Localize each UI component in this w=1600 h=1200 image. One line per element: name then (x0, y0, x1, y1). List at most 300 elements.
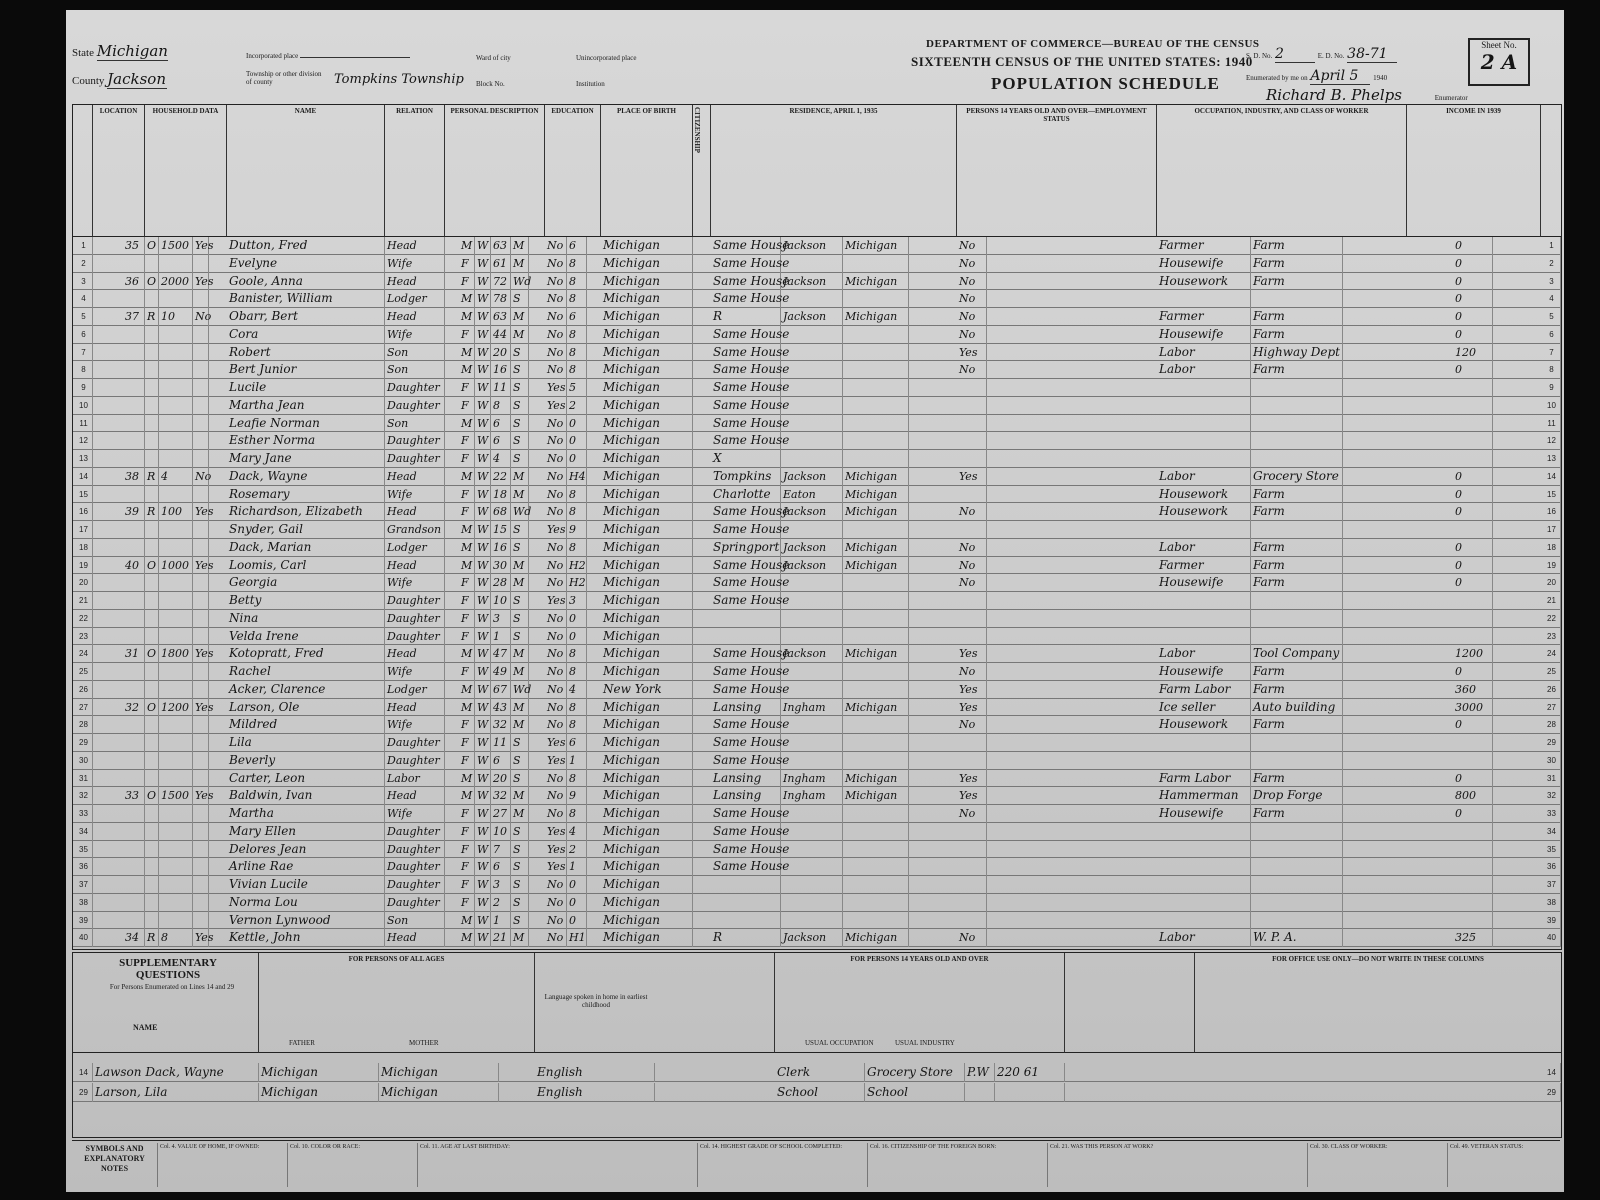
cell-race: W (475, 645, 491, 663)
cell-wages (1453, 823, 1493, 841)
cell-rstate: Michigan (843, 929, 909, 947)
footer-symbols: SYMBOLS AND EXPLANATORY NOTES (72, 1143, 158, 1187)
cell-race: W (475, 699, 491, 717)
cell-wages (1453, 610, 1493, 628)
cell-wages: 0 (1453, 468, 1493, 486)
cell-rel: Head (385, 237, 445, 255)
cell-farm (193, 681, 209, 699)
cell-wages: 0 (1453, 326, 1493, 344)
cell-wages: 800 (1453, 787, 1493, 805)
cell-race: W (475, 290, 491, 308)
cell-school: No (545, 432, 567, 450)
cell-farm (193, 752, 209, 770)
cell-own (145, 521, 159, 539)
cell-sex: M (459, 415, 475, 433)
cell-ind (1251, 521, 1343, 539)
supp-cell-name: Larson, Lila (93, 1083, 259, 1102)
cell-birth: Michigan (601, 752, 693, 770)
cell-ms: S (511, 290, 529, 308)
cell-farm: Yes (193, 929, 209, 947)
cell-value (159, 841, 193, 859)
location-title: LOCATION (99, 107, 138, 115)
cell-value (159, 539, 193, 557)
cell-wages: 325 (1453, 929, 1493, 947)
cell-ind: Farm (1251, 574, 1343, 592)
table-row (73, 610, 1561, 628)
cell-work (957, 752, 987, 770)
cell-line: 11 (1541, 415, 1561, 433)
cell-rstate: Michigan (843, 308, 909, 326)
cell-line: 17 (1541, 521, 1561, 539)
cell-visit (123, 432, 145, 450)
cell-ms: S (511, 450, 529, 468)
table-row (73, 379, 1561, 397)
cell-school: No (545, 894, 567, 912)
footer-color-race: Col. 10. COLOR OR RACE: (288, 1143, 418, 1187)
cell-wages: 0 (1453, 237, 1493, 255)
cell-line: 27 (73, 699, 93, 717)
cell-own: R (145, 468, 159, 486)
supp-father-col: FATHER (289, 1039, 315, 1047)
cell-ind (1251, 592, 1343, 610)
cell-name: Martha (227, 805, 385, 823)
cell-value (159, 255, 193, 273)
supp-all-ages-title: FOR PERSONS OF ALL AGES (348, 955, 445, 963)
cell-line: 23 (1541, 628, 1561, 646)
cell-own: R (145, 503, 159, 521)
cell-visit (123, 397, 145, 415)
cell-rel: Daughter (385, 841, 445, 859)
cell-sex: F (459, 716, 475, 734)
cell-rel: Head (385, 308, 445, 326)
cell-farm: Yes (193, 237, 209, 255)
cell-sex: F (459, 805, 475, 823)
cell-rel: Head (385, 503, 445, 521)
cell-own (145, 681, 159, 699)
cell-ms: S (511, 539, 529, 557)
supp-cell-lang: English (535, 1083, 655, 1102)
cell-school: No (545, 716, 567, 734)
cell-occ (1157, 858, 1251, 876)
cell-own (145, 894, 159, 912)
cell-visit (123, 770, 145, 788)
table-row (73, 539, 1561, 557)
cell-visit (123, 734, 145, 752)
cell-line: 35 (1541, 841, 1561, 859)
cell-rel: Head (385, 645, 445, 663)
cell-work (957, 521, 987, 539)
cell-school: No (545, 344, 567, 362)
cell-res (711, 894, 781, 912)
cell-rel: Wife (385, 255, 445, 273)
cell-race: W (475, 415, 491, 433)
cell-value: 1500 (159, 237, 193, 255)
cell-line: 31 (1541, 770, 1561, 788)
cell-ind: Farm (1251, 503, 1343, 521)
cell-line: 34 (73, 823, 93, 841)
cell-age: 6 (491, 432, 511, 450)
cell-work: No (957, 237, 987, 255)
cell-line: 2 (73, 255, 93, 273)
cell-visit (123, 823, 145, 841)
cell-name: Nina (227, 610, 385, 628)
cell-grade: 8 (567, 503, 587, 521)
cell-res: Same House (711, 663, 781, 681)
cell-ind: Farm (1251, 805, 1343, 823)
cell-school: Yes (545, 379, 567, 397)
table-row (73, 823, 1561, 841)
footer-grade: Col. 14. HIGHEST GRADE OF SCHOOL COMPLETED: (698, 1143, 868, 1187)
cell-county (781, 823, 843, 841)
cell-work (957, 734, 987, 752)
cell-wages (1453, 628, 1493, 646)
table-row (73, 361, 1561, 379)
cell-line: 30 (73, 752, 93, 770)
cell-line: 23 (73, 628, 93, 646)
table-row (73, 521, 1561, 539)
cell-work: No (957, 929, 987, 947)
cell-line: 25 (73, 663, 93, 681)
cell-own (145, 361, 159, 379)
cell-sex: F (459, 503, 475, 521)
cell-work: No (957, 308, 987, 326)
cell-res: Same House (711, 858, 781, 876)
cell-farm: Yes (193, 503, 209, 521)
footer-citizenship: Col. 16. CITIZENSHIP OF THE FOREIGN BORN: (868, 1143, 1048, 1187)
supp-office-header (1195, 953, 1561, 1053)
cell-farm (193, 450, 209, 468)
cell-occ: Farm Labor (1157, 770, 1251, 788)
cell-farm (193, 841, 209, 859)
cell-ind: Farm (1251, 237, 1343, 255)
cell-res: Same House (711, 290, 781, 308)
cell-occ: Labor (1157, 468, 1251, 486)
cell-rstate (843, 592, 909, 610)
cell-rel: Wife (385, 663, 445, 681)
supp-cell-line: 29 (73, 1083, 93, 1102)
cell-ind: Farm (1251, 539, 1343, 557)
cell-birth: Michigan (601, 361, 693, 379)
cell-work: Yes (957, 681, 987, 699)
cell-occ: Housewife (1157, 326, 1251, 344)
cell-birth: Michigan (601, 255, 693, 273)
cell-name: Kotopratt, Fred (227, 645, 385, 663)
cell-own (145, 592, 159, 610)
cell-ind (1251, 290, 1343, 308)
cell-res: Same House (711, 326, 781, 344)
cell-sex: F (459, 841, 475, 859)
cell-rstate (843, 681, 909, 699)
cell-work (957, 450, 987, 468)
cell-own (145, 344, 159, 362)
cell-rstate (843, 432, 909, 450)
cell-ms: S (511, 610, 529, 628)
cell-farm (193, 734, 209, 752)
cell-birth: Michigan (601, 273, 693, 291)
cell-county (781, 894, 843, 912)
cell-farm (193, 574, 209, 592)
cell-farm: No (193, 308, 209, 326)
cell-farm (193, 344, 209, 362)
cell-wages (1453, 752, 1493, 770)
county-field (72, 70, 167, 89)
cell-line: 40 (73, 929, 93, 947)
cell-res: Same House (711, 415, 781, 433)
cell-wages: 0 (1453, 273, 1493, 291)
cell-line: 31 (73, 770, 93, 788)
name-title: NAME (294, 107, 317, 115)
supp-cell-cls (965, 1083, 995, 1102)
cell-rstate (843, 823, 909, 841)
cell-own: O (145, 699, 159, 717)
cell-farm (193, 521, 209, 539)
table-row (73, 503, 1561, 521)
cell-occ: Hammerman (1157, 787, 1251, 805)
supp-usual-occ-col: USUAL OCCUPATION (805, 1039, 874, 1047)
cell-age: 49 (491, 663, 511, 681)
cell-race: W (475, 876, 491, 894)
table-row (73, 557, 1561, 575)
cell-age: 3 (491, 876, 511, 894)
cell-grade: 0 (567, 450, 587, 468)
cell-own (145, 752, 159, 770)
table-row (73, 415, 1561, 433)
cell-ind: Farm (1251, 663, 1343, 681)
cell-ms: M (511, 929, 529, 947)
cell-ind: Tool Company (1251, 645, 1343, 663)
cell-school: No (545, 628, 567, 646)
cell-age: 28 (491, 574, 511, 592)
cell-line: 12 (1541, 432, 1561, 450)
cell-name: Beverly (227, 752, 385, 770)
cell-race: W (475, 752, 491, 770)
cell-work (957, 841, 987, 859)
cell-wages (1453, 734, 1493, 752)
cell-name: Esther Norma (227, 432, 385, 450)
cell-birth: Michigan (601, 308, 693, 326)
cell-rstate (843, 841, 909, 859)
cell-rel: Daughter (385, 752, 445, 770)
cell-rstate (843, 290, 909, 308)
cell-sex: F (459, 432, 475, 450)
supp-cell-cls: P.W (965, 1063, 995, 1082)
cell-birth: Michigan (601, 557, 693, 575)
cell-age: 10 (491, 592, 511, 610)
cell-own (145, 805, 159, 823)
cell-value (159, 521, 193, 539)
cell-grade: 8 (567, 486, 587, 504)
supp-women-header (1065, 953, 1195, 1053)
cell-line: 29 (73, 734, 93, 752)
cell-grade: 6 (567, 734, 587, 752)
cell-res: Same House (711, 379, 781, 397)
cell-farm (193, 858, 209, 876)
cell-res: Same House (711, 841, 781, 859)
cell-ms: M (511, 308, 529, 326)
cell-farm (193, 379, 209, 397)
cell-own (145, 841, 159, 859)
page-title: POPULATION SCHEDULE (991, 74, 1220, 93)
table-row (73, 645, 1561, 663)
cell-rel: Head (385, 468, 445, 486)
cell-rel: Daughter (385, 379, 445, 397)
cell-line: 22 (73, 610, 93, 628)
cell-farm: Yes (193, 645, 209, 663)
cell-school: No (545, 361, 567, 379)
cell-wages (1453, 415, 1493, 433)
table-row (73, 574, 1561, 592)
cell-ms: M (511, 468, 529, 486)
cell-rstate (843, 912, 909, 930)
cell-wages: 0 (1453, 770, 1493, 788)
cell-ind (1251, 912, 1343, 930)
cell-age: 20 (491, 344, 511, 362)
cell-age: 8 (491, 397, 511, 415)
cell-race: W (475, 770, 491, 788)
cell-value (159, 752, 193, 770)
cell-age: 18 (491, 486, 511, 504)
cell-rel: Son (385, 361, 445, 379)
unincorporated-label: Unincorporated place (576, 54, 637, 62)
cell-name: Cora (227, 326, 385, 344)
cell-birth: Michigan (601, 912, 693, 930)
cell-work: No (957, 539, 987, 557)
cell-rstate (843, 326, 909, 344)
cell-occ: Housewife (1157, 255, 1251, 273)
cell-rel: Lodger (385, 681, 445, 699)
cell-county (781, 574, 843, 592)
cell-occ (1157, 876, 1251, 894)
cell-grade: 6 (567, 308, 587, 326)
cell-own (145, 450, 159, 468)
cell-rstate: Michigan (843, 503, 909, 521)
cell-race: W (475, 787, 491, 805)
cell-birth: Michigan (601, 734, 693, 752)
cell-rstate (843, 894, 909, 912)
cell-age: 1 (491, 912, 511, 930)
supp-language-header (535, 953, 775, 1053)
cell-rstate: Michigan (843, 539, 909, 557)
enumerator-name: Richard B. Phelps (1266, 86, 1402, 104)
cell-ind (1251, 734, 1343, 752)
cell-occ (1157, 823, 1251, 841)
incorporated-label: Incorporated place (246, 52, 299, 60)
cell-grade: 6 (567, 237, 587, 255)
cell-own (145, 663, 159, 681)
cell-line: 16 (73, 503, 93, 521)
cell-line: 40 (1541, 929, 1561, 947)
cell-res (711, 628, 781, 646)
cell-school: No (545, 539, 567, 557)
cell-rstate: Michigan (843, 770, 909, 788)
cell-grade: 8 (567, 663, 587, 681)
cell-line: 33 (73, 805, 93, 823)
cell-value (159, 858, 193, 876)
cell-line: 14 (73, 468, 93, 486)
cell-line: 5 (73, 308, 93, 326)
cell-ms: Wd (511, 681, 529, 699)
cell-rel: Head (385, 273, 445, 291)
cell-school: Yes (545, 823, 567, 841)
location-header (93, 105, 145, 237)
cell-county (781, 521, 843, 539)
sheet-number: 2 A (1480, 50, 1518, 74)
supp-office-title: FOR OFFICE USE ONLY—DO NOT WRITE IN THESE COLUMNS (1272, 955, 1484, 963)
cell-work (957, 432, 987, 450)
supp-cell-lang: English (535, 1063, 655, 1082)
cell-county: Jackson (781, 308, 843, 326)
cell-rel: Wife (385, 716, 445, 734)
cell-line: 18 (1541, 539, 1561, 557)
cell-occ: Labor (1157, 645, 1251, 663)
cell-wages: 0 (1453, 574, 1493, 592)
residence-title: RESIDENCE, APRIL 1, 1935 (789, 107, 878, 115)
cell-grade: 8 (567, 273, 587, 291)
cell-value (159, 290, 193, 308)
cell-farm (193, 876, 209, 894)
cell-age: 10 (491, 823, 511, 841)
cell-race: W (475, 823, 491, 841)
cell-rel: Wife (385, 486, 445, 504)
cell-farm (193, 716, 209, 734)
supp-all-ages-header (259, 953, 535, 1053)
cell-school: No (545, 308, 567, 326)
cell-birth: Michigan (601, 894, 693, 912)
cell-occ (1157, 628, 1251, 646)
cell-sex: M (459, 361, 475, 379)
supplementary-section (72, 952, 1562, 1138)
cell-res: Lansing (711, 770, 781, 788)
cell-res: Same House (711, 805, 781, 823)
cell-farm (193, 432, 209, 450)
footer-value-home: Col. 4. VALUE OF HOME, IF OWNED: (158, 1143, 288, 1187)
cell-wages: 0 (1453, 805, 1493, 823)
cell-name: Kettle, John (227, 929, 385, 947)
cell-name: Martha Jean (227, 397, 385, 415)
cell-ind: Highway Dept (1251, 344, 1343, 362)
cell-work: No (957, 574, 987, 592)
cell-value (159, 574, 193, 592)
cell-age: 6 (491, 858, 511, 876)
cell-race: W (475, 681, 491, 699)
cell-farm (193, 894, 209, 912)
cell-grade: 0 (567, 876, 587, 894)
cell-work (957, 379, 987, 397)
cell-grade: 0 (567, 415, 587, 433)
cell-ms: S (511, 344, 529, 362)
cell-occ: Housework (1157, 486, 1251, 504)
cell-school: Yes (545, 752, 567, 770)
cell-ms: S (511, 858, 529, 876)
cell-ind: Farm (1251, 308, 1343, 326)
enumerator-label: Enumerator (1434, 94, 1468, 102)
cell-county (781, 841, 843, 859)
cell-line: 37 (73, 876, 93, 894)
table-row (73, 894, 1561, 912)
cell-wages: 360 (1453, 681, 1493, 699)
cell-occ (1157, 894, 1251, 912)
cell-value (159, 912, 193, 930)
cell-sex: F (459, 610, 475, 628)
cell-work (957, 894, 987, 912)
cell-birth: Michigan (601, 787, 693, 805)
cell-wages (1453, 912, 1493, 930)
cell-grade: 9 (567, 521, 587, 539)
cell-visit (123, 876, 145, 894)
cell-age: 61 (491, 255, 511, 273)
cell-occ: Labor (1157, 539, 1251, 557)
cell-ms: S (511, 592, 529, 610)
